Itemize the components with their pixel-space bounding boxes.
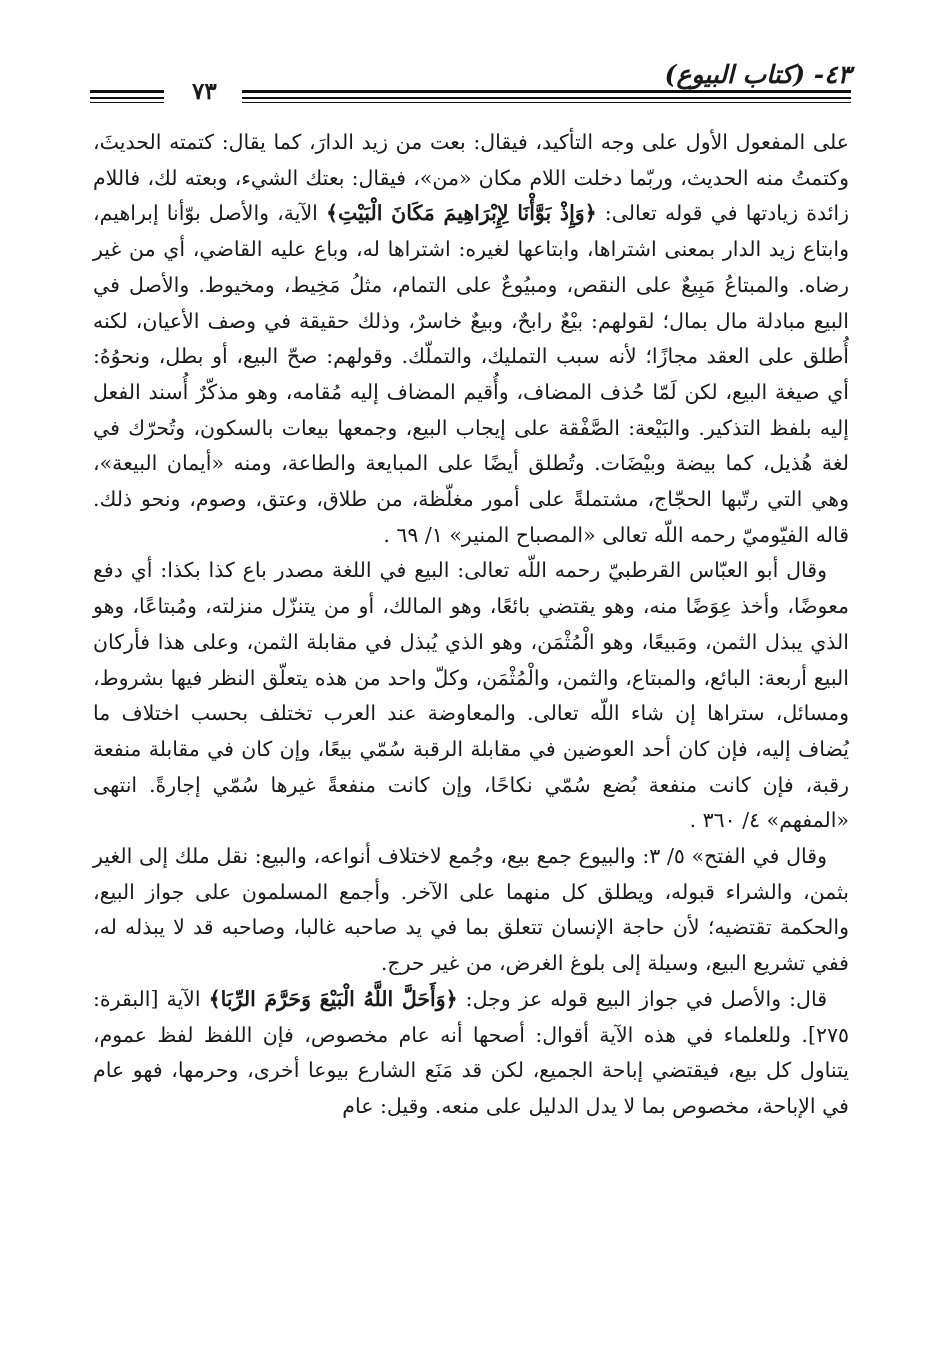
paragraph-4 — [93, 982, 849, 1125]
paragraph-1-text-end: الآية، والأصل بوّأنا إبراهيم، وابتاع زيد الدار بمعنى اشتراها، وابتاعها لغيره: اشتراها له، وباع عليه القاضي، أي من غير رضاه. والمبتاعُ مَبِيعٌ على النقص، ومبيُوعٌ على التمام، مثلُ مَخِيط، ومخيوط. والأصل في البيع مبادلة مال بمال؛ لقولهم: بيْعٌ رابحٌ، وبيعٌ خاسرٌ، وذلك حقيقة في وصف الأعيان، لكنه أُطلق على العقد مجازًا؛ لأنه سبب التمليك، والتملّك. وقولهم: صحّ البيع، أو بطل، ونحوُهُ: أي صيغة البيع، لكن لَمّا حُذف المضاف، وأُقيم المضاف إليه مُقامه، وهو مذكّرٌ أُسند الفعل إليه بلفظ التذكير. والبَيْعة: الصَّفْقة على إيجاب البيع، وجمعها بيعات بالسكون، وتُحرّك في لغة هُذيل، كما بيضة وبيْضَات. وتُطلق أيضًا على المبايعة والطاعة، ومنه «أيمان البيعة»، وهي التي رتّبها الحجّاج، مشتملةً على أمور مغلّظة، من طلاق، وعتق، وصوم، ونحو ذلك. قاله الفيّوميّ رحمه اللّه تعالى «المصباح المنير» ١/ ٦٩ . — [93, 201, 849, 547]
page-number: ٧٣ — [192, 78, 217, 105]
paragraph-2: وقال أبو العبّاس القرطبيّ رحمه اللّه تعالى: البيع في اللغة مصدر باع كذا بكذا: أي دفع معوضًا، وأخذ عِوَضًا منه، وهو يقتضي بائعًا، وهو المالك، أو من يتنزّل منزلته، ومُبتاعًا، وهو الذي يبذل الثمن، ومَبيعًا، وهو الْمُثْمَن، وهو الذي يُبذل في مقابلة الثمن، وعلى هذا فأركان البيع أربعة: البائع، والمبتاع، والثمن، والْمُثْمَن، وكلّ واحد من هذه يتعلّق النظر فيها بشروط، ومسائل، ستراها إن شاء اللّه تعالى. والمعاوضة عند العرب تختلف بحسب اختلاف ما يُضاف إليه، فإن كان أحد العوضين في مقابلة الرقبة سُمّي بيعًا، وإن كان في مقابلة منفعة رقبة، فإن كانت منفعة بُضع سُمّي نكاحًا، وإن كانت منفعةً غيرها سُمّي إجارةً. انتهى «المفهم» ٤/ ٣٦٠ . — [93, 558, 849, 833]
paragraph-3: وقال في الفتح» ٥/ ٣: والبيوع جمع بيع، وجُمع لاختلاف أنواعه، والبيع: نقل ملك إلى الغير بثمن، والشراء قبوله، ويطلق كل منهما على الآخر. وأجمع المسلمون على جواز البيع، والحكمة تقتضيه؛ لأن حاجة الإنسان تتعلق بما في يد صاحبه غالبا، وصاحبه قد لا يبذله له، ففي تشريع البيع، وسيلة إلى بلوغ الغرض، من غير حرج. — [93, 844, 849, 976]
paragraph-1 — [93, 125, 849, 553]
running-title: ٤٣- (كتاب البيوع) — [664, 60, 851, 89]
paragraph-4-text-start: قال: والأصل في جواز البيع قوله عز وجل: — [457, 986, 828, 1011]
header-rule-left — [90, 90, 164, 103]
header-rule-right — [242, 90, 851, 103]
quran-verse-1: ﴿وَإِذْ بَوَّأْنَا لِإِبْرَاهِيمَ مَكَانَ الْبَيْتِ﴾ — [325, 201, 597, 226]
quran-verse-2: ﴿وَأَحَلَّ اللَّهُ الْبَيْعَ وَحَرَّمَ الرِّبَا﴾ — [208, 986, 458, 1011]
body-text — [93, 125, 849, 1125]
paragraph-1-text-start: على المفعول الأول على وجه التأكيد، فيقال: بعت من زيد الدارَ، كما يقال: كتمته الحديثَ، وكتمتُ منه الحديث، وربّما دخلت اللام مكان «من»، فيقال: بعتك الشيء، وبعته لك، فاللام زائدة زيادتها في قوله تعالى: — [93, 130, 849, 226]
paragraph-4-text-end: الآية [البقرة: ٢٧٥]. وللعلماء في هذه الآية أقوال: أصحها أنه عام مخصوص، فإن اللفظ لفظ عموم، يتناول كل بيع، فيقتضي إباحة الجميع، لكن قد مَنَع الشارع بيوعا أخرى، وحرمها، فهو عام في الإباحة، مخصوص بما لا يدل الدليل على منعه. وقيل: عام — [93, 986, 849, 1118]
page-header — [90, 58, 851, 106]
